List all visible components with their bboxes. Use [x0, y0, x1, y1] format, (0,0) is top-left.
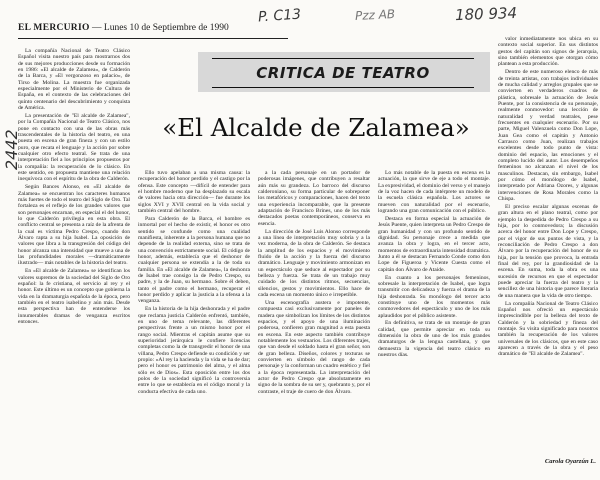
author-signature: Carola Oyarzún L.	[544, 458, 596, 465]
article-column-3	[258, 170, 370, 470]
column-2-paragraph: Ello tuvo apelaban a una misma causa: la recuperación del honor perdido y el castigo por la ofensa. Este concepto —difícil de entender para el hombre moderno que ha desplazado su escala de valores hacia otra dirección— fue durante los siglos XVI y XVII central en la vida social y también central del hombre.	[138, 170, 250, 215]
article-column-5	[498, 36, 598, 476]
masthead	[18, 18, 288, 39]
column-5-paragraph: El preciso escalar algunas escenas de gran altura en el plano teatral, como por ejemplo la despedida de Pedro Crespo a su hija, por lo conmovedora; la discusión acerca del honor entre Don Lope y Crespo, por el vigor de sus puntos de vista, y la reconciliación de Pedro Crespo a don Álvaro por la recuperación del honor de su hija, por la tensión que provoca, la entrada final del rey, por la grandiosidad de la escena. En suma, toda la obra es una sucesión de recursos en que el espectador puede apreciar la fuerza del teatro y la sencillez de una historia que parece literaria de una manera que la vida de otro tiempo.	[498, 203, 598, 299]
column-5-paragraph: La compañía Nacional de Teatro Clásico Español nos ofreció un espectáculo imprescindible por la belleza del texto de Calderón y la sobriedad y fineza del montaje. Su visita significado para nosotros también la recuperación de los valores universales de los clásicos, que en este caso aparecen a través de la obra y el peso dramático de "El alcalde de Zalamea".	[498, 300, 598, 358]
column-4-paragraph: Lo más notable de la puesta en escena es la actuación, la que sirve de eje a todo el montaje. La expresividad, el dominio del verso y el manejo de la voz hacen de cada intérprete un modelo de la escuela clásica española. Los actores se mueven con naturalidad por el escenario, logrando una gran comunicación con el público.	[378, 170, 490, 215]
article-column-1	[18, 48, 130, 453]
handwritten-page-note: P. C13	[257, 6, 302, 26]
column-3-paragraph: a la cada personaje en un portador de poderosas imágenes, que contribuyen a resaltar aún más su grandeza. Lo barroco del discurso calderoniano, su forma particular de sobreponer los metafóricos y comparaciones, hacen del texto una experiencia incomparable, que la presente adaptación de Francisco Brines, uno de los más destacados poetas contemporáneos, conserva en esencia.	[258, 170, 370, 227]
section-rubric	[198, 52, 490, 92]
column-2-paragraph: Para Calderón de la Barca, el hombre es inmortal por el hecho de existir, el honor es otro sentido se confunde como una cualidad manifiesta, inherente a la persona humana que no depende de la realidad externa, sino se trata de una convención estrictamente social. El código de honor, además, establecía que el deshonor de cualquier persona se extendía a la de toda su familia. En «El alcalde de Zalamea», la deshonra de Isabel trae consigo la de Pedro Crespo, su padre, y la de Juan, su hermano. Sobre él deben, tanto el padre como el hermano, recuperar el honor perdido y aplicar la justicia a la ofensa a la venganza.	[138, 215, 250, 305]
section-rubric-label: CRITICA DE TEATRO	[256, 64, 430, 82]
publication-date: — Lunes 10 de Septiembre de 1990	[92, 23, 229, 33]
handwritten-faint-note: Pzz AB	[354, 6, 396, 24]
column-2-paragraph: En la historia de la hija deshonrada y el padre que reclama justicia Calderón enfrentó, también, en uno de tema relevante, las diferentes perspectivas frente a un mismo honor por el rango social. Mientras el capitán asume que su superioridad jerárquica le confiere licencias completas como la de transgredir el honor de una villana, Pedro Crespo defiende su condición y ser propio: «Al rey la hacienda y la vida se ha de dar; pero el honor es patrimonio del alma, y el alma sólo es de Dios». Esta oposición entre los dos polos de la sociedad significó la controversia entre lo que se establecía en el código moral y la conducta efectiva de cada uno.	[138, 306, 250, 395]
column-5-paragraph: valor inmediatamente nos ubica en su contexto social superior. En sus distintos gestos del capitán son signos de jerarquía, sino también elementos que otorgan cómo plantean a esta producción.	[498, 36, 598, 68]
column-3-paragraph: La dirección de José Luis Alonso corresponde a una línea de interpretación muy sobria y a la vez moderna, de la obra de Calderón. Se destaca la amplitud de los espacios y el movimiento fluido de la acción y la fuerza del discurso dramático. Lenguaje y movimiento armonizan en un espectáculo que seduce al espectador por su belleza y fuerza. Se trata de un trabajo muy cuidado de los distintos ritmos, secuencias, silencios, gestos y movimientos. Ello hace de cada escena un momento único e irrepetible.	[258, 228, 370, 299]
column-1-paragraph: En «El alcalde de Zalamea» se identifican los valores supremos de la sociedad del Siglo de Oro español: la fe cristiana, el servicio al rey y el honor. Este último es un concepto que gobierna la vida en la dramaturgia española de la época, pero también en el teatro isabelino y aún más. Desde esta perspectiva han de entenderse los innumerables dramas de venganza escritos entonces.	[18, 268, 130, 325]
column-4-paragraph: Destaca en forma especial la actuación de Jesús Puente, quien interpreta un Pedro Crespo de gran humanidad y con un profundo sentido de dignidad. Su personaje crece a medida que avanza la obra y logra, en el tercer acto, momentos de extraordinaria intensidad dramática. Junto a él se destacan Fernando Conde como don Lope de Figueroa y Vicente Cuesta como el capitán don Álvaro de Ataide.	[378, 215, 490, 273]
column-1-paragraph: Según Bances Alonso, en «El alcalde de Zalamea» se encuentran los caracteres humanos más fuertes de todo el teatro del Siglo de Oro. Tal fortaleza es el reflejo de los grandes valores que son personajes encarnan, en especial el del honor, lo que Calderón privilegia en esta obra. El conflicto central se presenta a raíz de la afrenta de la cual es víctima Pedro Crespo, cuando don Álvaro rapta a su hija Isabel. La oposición de valores que libra a la transgresión del código del honor alcanza una intensidad que mueve a una de las profundidades morales —dramáticamente ilustrado— más notables de la historia del teatro.	[18, 184, 130, 267]
handwritten-archive-number: 180 934	[454, 3, 518, 25]
article-headline: «El Alcalde de Zalamea»	[162, 113, 470, 142]
column-5-paragraph: Dentro de este numeroso elenco de más de treinta artistas, con trabajos individuales de mucha calidad y arreglos grupales que se convierten en verdaderos cuadros de plástica, sobresale la actuación de Jesús Puente, por la consistencia de su personaje, realmente conmovedor: una lección de naturalidad y verdad teatrales, pese frecuentes en cualquier escenario. Por su parte, Miguel Valenzuela como Don Lope, Juan Gea como el capitán y Antonio Carrasco como Juan, realizan trabajos excelentes desde todo punto de vista: dominio del espacio, las emociones y el completo lucido del autor. Los desempeños femeninos no alcanzan el nivel de los masculinos. Destacan, sin embargo, Isabel por cómo el monólogo de Isabel, interpretado por Adriana Ozores, y algunas intervenciones de Rosa Morales como la Chispa.	[498, 69, 598, 203]
column-4-paragraph: En cuanto a los personajes femeninos, sobresale la interpretación de Isabel, que logra transmitir con delicadeza y fuerza el drama de la hija deshonrada. Su monólogo del tercer acto constituye uno de los momentos más conmovedores del espectáculo y uno de los más aplaudidos por el público asistente.	[378, 274, 490, 319]
column-4-paragraph: En definitiva, se trata de un montaje de gran calidad, que permite apreciar en toda su dimensión la obra de uno de los más grandes dramaturgos de la lengua castellana, y que demuestra la vigencia del teatro clásico en nuestros días.	[378, 320, 490, 359]
column-1-paragraph: La presentación de "El alcalde de Zalamea", por la Compañía Nacional de Teatro Clásico, nos pone en contacto con una de las obras más trascendentales de la historia del teatro, en una puesta en escena de gran fineza y con un estilo puro, que recata el lenguaje y la acción por sobre cualquier otro efecto teatral. Se trata de una interpretación fiel a los principios propuestos por la compañía: la recuperación de lo clásico. En este sentido, en propuesta mantiene una relación inequívoca con el espíritu de la obra de Calderón.	[18, 112, 130, 183]
article-column-2	[138, 170, 250, 470]
handwritten-side-number: 2442	[2, 129, 21, 170]
column-1-paragraph: La compañía Nacional de Teatro Clásico Español visita nuestro país para mostrarnos dos de sus mejores producciones desde su formación en 1986: «El alcalde de Zalamea», de Calderón de la Barca, y «El vergonzoso en palacio», de Tirso de Molina. La muestra fue organizada especialmente por el Ministerio de Cultura de España, en el contexto de las celebraciones del quinto centenario del descubrimiento y conquista de América.	[18, 48, 130, 112]
column-3-paragraph: Una escenografía austera e impotente, compuesta casi exclusivamente por paneles de madera que simbolizan los límites de los distintos espacios, y el apoyo de una iluminación poderosa, confieren gran magnitud a esta puesta en escena. En este aspecto también contribuye notablemente los vestuarios. Los diferentes trajes, que van desde el soldado hasta el gran señor, son de gran belleza. Diseños, colores y texturas se convierten en símbolo del rango de cada personaje y la conforman un cuadro estético y fiel a la época representada. La interpretación del actor de Pedro Crespo que absolutamente en signo de la sombra de su ser y, quebranto y, por el contraste, el traje de cuero de don Álvaro.	[258, 299, 370, 395]
article-column-4	[378, 170, 490, 470]
section-rubric-frame	[212, 58, 474, 88]
newspaper-name: EL MERCURIO	[18, 23, 90, 33]
